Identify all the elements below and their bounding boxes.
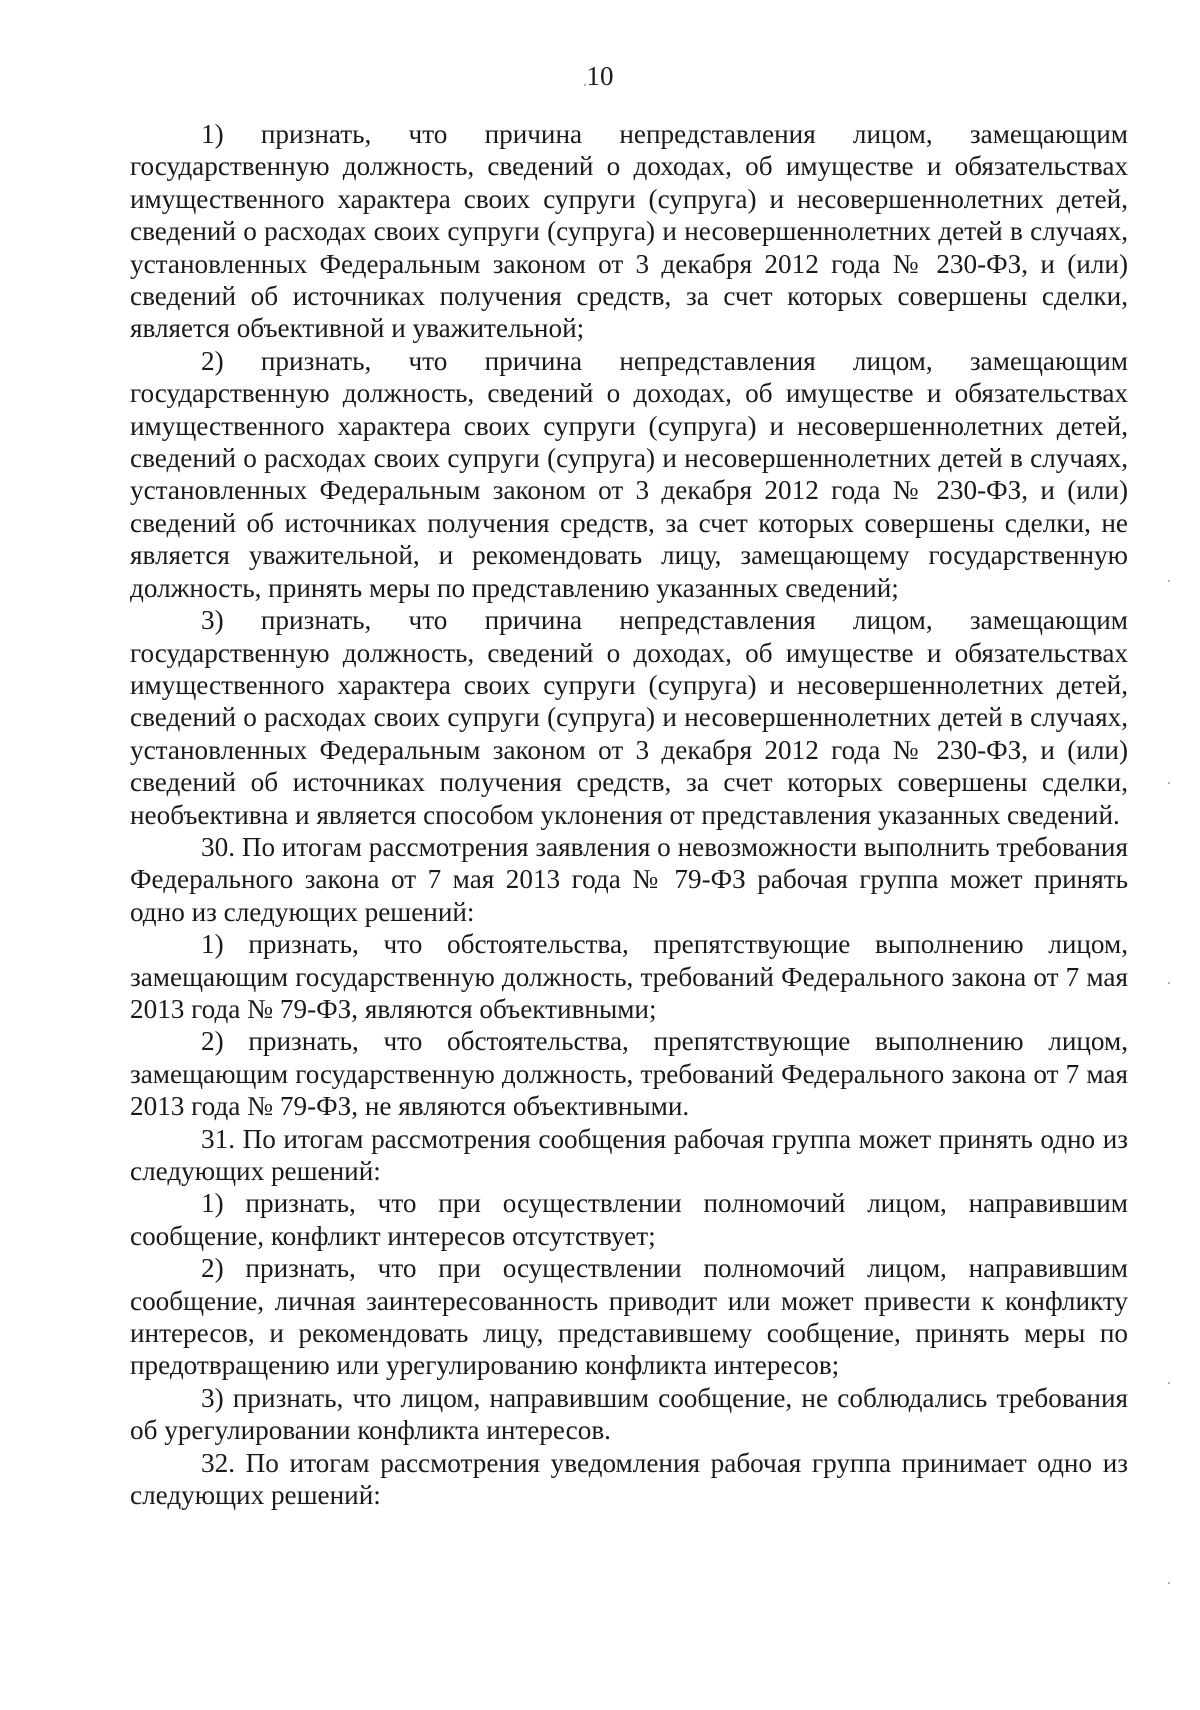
scan-speck xyxy=(1168,782,1170,784)
scan-speck xyxy=(584,84,586,86)
paragraph-item-29-2: 2) признать, что причина непредставления лицом, замещающим государственную должность, сведений о доходах, об имуществе и обязательствах имущественного характера своих супруги (супруга) и несовершеннолетних детей, сведений о расходах своих супруги (супруга) и несовершеннолетних детей в случаях, установленных Федеральным законом от 3 декабря 2012 года № 230-ФЗ, и (или) сведений об источниках получения средств, за счет которых совершены сделки, не является уважительной, и рекомендовать лицу, замещающему государственную должность, принять меры по представлению указанных сведений; xyxy=(130,345,1128,603)
paragraph-item-30-1: 1) признать, что обстоятельства, препятствующие выполнению лицом, замещающим государственную должность, требований Федерального закона от 7 мая 2013 года № 79-ФЗ, являются объективными; xyxy=(130,929,1128,1024)
page-number: 10 xyxy=(586,61,614,91)
paragraph-clause-32: 32. По итогам рассмотрения уведомления рабочая группа принимает одно из следующих решений: xyxy=(130,1447,1128,1511)
scan-speck xyxy=(1168,982,1170,984)
paragraph-clause-31: 31. По итогам рассмотрения сообщения рабочая группа может принять одно из следующих решений: xyxy=(130,1123,1128,1186)
paragraph-item-31-2: 2) признать, что при осуществлении полномочий лицом, направившим сообщение, личная заинтересованность приводит или может привести к конфликту интересов, и рекомендовать лицу, представившему сообщение, принять меры по предотвращению или урегулированию конфликта интересов; xyxy=(130,1253,1128,1381)
document-body xyxy=(130,118,1128,1511)
paragraph-item-29-3: 3) признать, что причина непредставления лицом, замещающим государственную должность, сведений о доходах, об имуществе и обязательствах имущественного характера своих супруги (супруга) и несовершеннолетних детей, сведений о расходах своих супруги (супруга) и несовершеннолетних детей в случаях, установленных Федеральным законом от 3 декабря 2012 года № 230-ФЗ, и (или) сведений об источниках получения средств, за счет которых совершены сделки, необъективна и является способом уклонения от представления указанных сведений. xyxy=(130,605,1128,830)
paragraph-item-29-1: 1) признать, что причина непредставления лицом, замещающим государственную должность, сведений о доходах, об имуществе и обязательствах имущественного характера своих супруги (супруга) и несовершеннолетних детей, сведений о расходах своих супруги (супруга) и несовершеннолетних детей в случаях, установленных Федеральным законом от 3 декабря 2012 года № 230-ФЗ, и (или) сведений об источниках получения средств, за счет которых совершены сделки, является объективной и уважительной; xyxy=(130,119,1128,344)
paragraph-item-31-1: 1) признать, что при осуществлении полномочий лицом, направившим сообщение, конфликт интересов отсутствует; xyxy=(130,1188,1128,1251)
paragraph-item-30-2: 2) признать, что обстоятельства, препятствующие выполнению лицом, замещающим государственную должность, требований Федерального закона от 7 мая 2013 года № 79-ФЗ, не являются объективными. xyxy=(130,1026,1128,1122)
scan-speck xyxy=(1168,1382,1170,1384)
paragraph-item-31-3: 3) признать, что лицом, направившим сообщение, не соблюдались требования об урегулировании конфликта интересов. xyxy=(130,1382,1128,1446)
scan-speck xyxy=(1168,1582,1170,1584)
paragraph-clause-30: 30. По итогам рассмотрения заявления о невозможности выполнить требования Федерального закона от 7 мая 2013 года № 79-ФЗ рабочая группа может принять одно из следующих решений: xyxy=(130,831,1128,927)
scan-speck xyxy=(1168,580,1170,582)
